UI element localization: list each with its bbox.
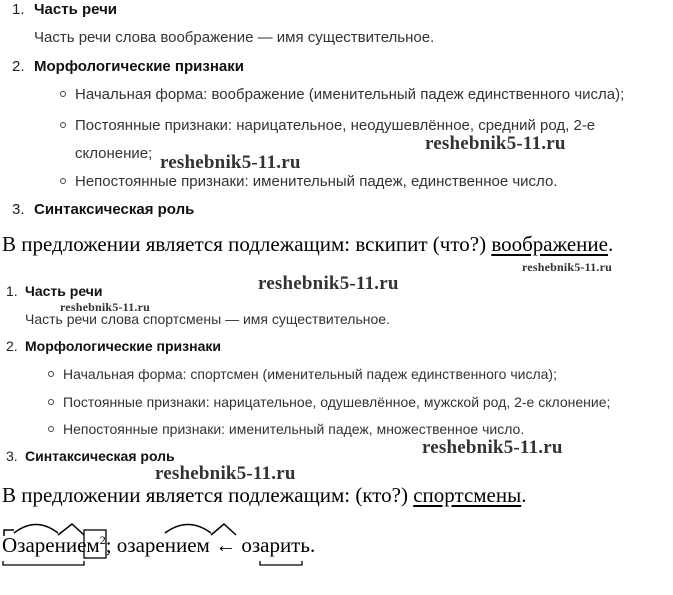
watermark: reshebnik5-11.ru (258, 273, 399, 294)
section-heading: Морфологические признаки (25, 338, 221, 354)
stem-underline (260, 561, 302, 565)
subject-word: воображение (491, 232, 608, 256)
bullet-icon (60, 178, 66, 184)
parsed-word: озарением (116, 533, 210, 557)
bullet-item: Постоянные признаки: нарицательное, одушевлённое, мужской род, 2-е склонение; (48, 394, 610, 410)
section-text: Часть речи слова воображение — имя существительное. (34, 29, 435, 46)
watermark: reshebnik5-11.ru (160, 152, 301, 173)
section-heading: Часть речи (34, 1, 118, 18)
list-number: 3. (6, 448, 18, 464)
root-arc (165, 525, 211, 534)
section-heading: Часть речи (25, 283, 103, 299)
watermark: reshebnik5-11.ru (155, 463, 296, 484)
bullet-item: Постоянные признаки: нарицательное, неодушевлённое, средний род, 2-е (60, 117, 595, 134)
bullet-icon (48, 399, 54, 405)
watermark: reshebnik5-11.ru (422, 437, 563, 458)
watermark: reshebnik5-11.ru (60, 300, 150, 314)
answer-sentence: В предложении является подлежащим: (кто?) спортсмены. (2, 483, 527, 507)
section-heading: Синтаксическая роль (25, 448, 175, 464)
morpheme-analysis: Озарением$^2$; озарением ← озарить. (2, 533, 316, 557)
list-number: 2. (6, 338, 18, 354)
stem-underline (3, 561, 84, 565)
list-number: 3. (12, 201, 25, 218)
parsed-word: Озарением (2, 533, 100, 557)
bullet-icon (48, 371, 54, 377)
answer-sentence: В предложении является подлежащим: вскипит (что?) воображение. (2, 232, 614, 256)
bullet-item: Начальная форма: воображение (именительный падеж единственного числа); (60, 86, 624, 103)
subject-word: спортсмены (413, 483, 522, 507)
section-heading: Морфологические признаки (34, 58, 244, 75)
watermark: reshebnik5-11.ru (425, 133, 566, 154)
bullet-item-continuation: склонение; (75, 145, 153, 162)
source-word: озарить (241, 533, 310, 557)
bullet-icon (60, 91, 66, 97)
bullet-item: Непостоянные признаки: именительный падеж, единственное число. (60, 173, 557, 190)
bullet-icon (48, 426, 54, 432)
list-number: 1. (6, 283, 18, 299)
list-number: 1. (12, 1, 25, 18)
watermark: reshebnik5-11.ru (522, 260, 612, 274)
bullet-item: Непостоянные признаки: именительный падеж, множественное число. (48, 421, 524, 437)
section-text: Часть речи слова спортсмены — имя существительное. (25, 311, 390, 327)
section-heading: Синтаксическая роль (34, 201, 195, 218)
bullet-icon (60, 122, 66, 128)
root-arc (14, 525, 58, 534)
bullet-item: Начальная форма: спортсмен (именительный падеж единственного числа); (48, 366, 557, 382)
list-number: 2. (12, 58, 25, 75)
